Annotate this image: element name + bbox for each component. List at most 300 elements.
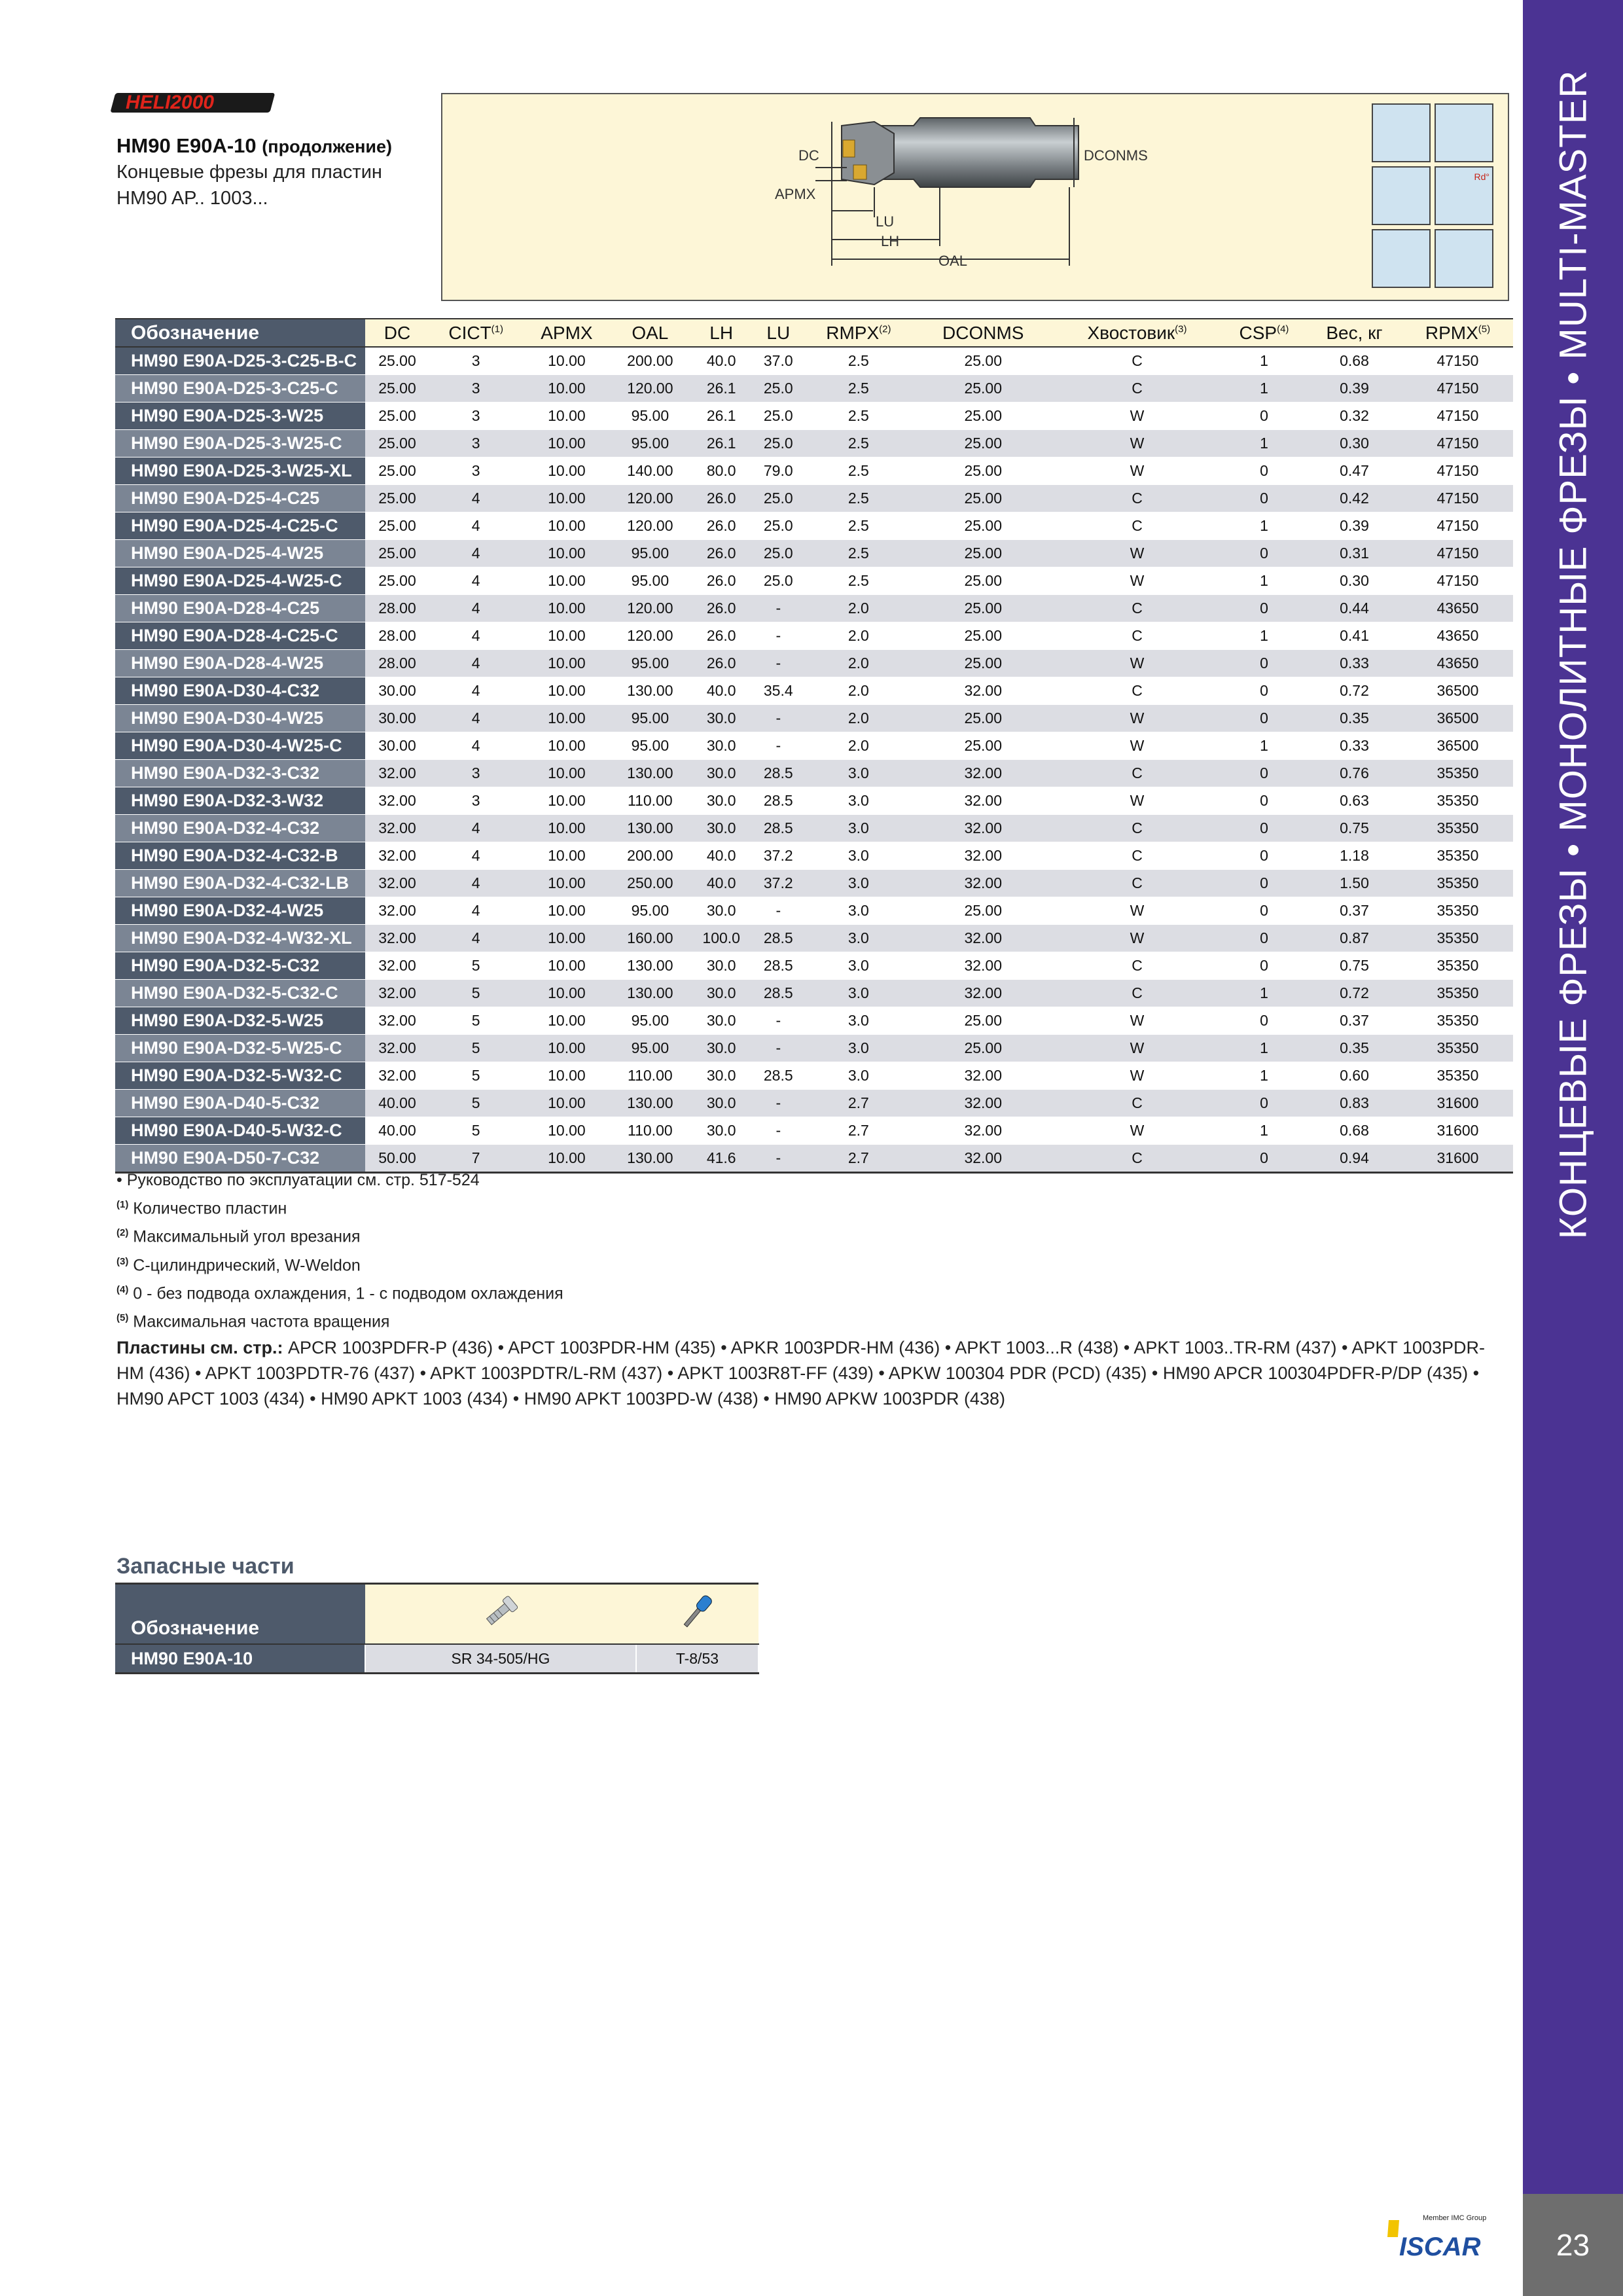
table-cell: 30.0 xyxy=(689,1035,753,1062)
table-cell: 10.00 xyxy=(522,870,611,897)
table-cell: 25.0 xyxy=(753,512,803,540)
table-cell: 10.00 xyxy=(522,650,611,677)
table-cell: 3.0 xyxy=(803,815,914,842)
table-cell: 95.00 xyxy=(611,732,689,760)
insert-shape xyxy=(843,140,855,157)
table-row xyxy=(115,403,1513,430)
table-cell: 10.00 xyxy=(522,677,611,705)
subtitle-line2: HM90 AP.. 1003... xyxy=(116,188,268,209)
footnote: $^{(4)}$ 0 - без подвода охлаждения, 1 - с подводом охлаждения xyxy=(116,1283,563,1303)
table-cell: 95.00 xyxy=(611,897,689,925)
table-cell: 25.00 xyxy=(365,540,429,567)
table-cell: 30.0 xyxy=(689,705,753,732)
label-apmx: APMX xyxy=(775,186,816,202)
table-cell: 0.60 xyxy=(1306,1062,1402,1090)
table-cell: 32.00 xyxy=(914,980,1052,1007)
heli2000-logo xyxy=(116,89,276,115)
tool-drawing xyxy=(441,93,1509,301)
row-designation: HM90 E90A-D32-4-C32-B xyxy=(115,842,365,870)
table-cell: 36500 xyxy=(1402,705,1513,732)
table-cell: C xyxy=(1052,347,1222,375)
table-cell: 40.0 xyxy=(689,842,753,870)
sidebar-text: КОНЦЕВЫЕ ФРЕЗЫ • МОНОЛИТНЫЕ ФРЕЗЫ • MULTI-MASTER xyxy=(1552,69,1595,1240)
slot-milling-icon xyxy=(1435,103,1493,162)
table-cell: 10.00 xyxy=(522,1117,611,1145)
table-cell: 10.00 xyxy=(522,485,611,512)
table-cell: 1 xyxy=(1222,622,1306,650)
table-cell: 3.0 xyxy=(803,1007,914,1035)
table-cell: 25.00 xyxy=(914,485,1052,512)
table-cell: - xyxy=(753,595,803,622)
table-cell: 25.00 xyxy=(914,705,1052,732)
pocket-milling-icon xyxy=(1372,166,1431,225)
table-cell: 3.0 xyxy=(803,980,914,1007)
table-cell: 10.00 xyxy=(522,1062,611,1090)
inserts-list: APCR 1003PDFR-P (436) • APCT 1003PDR-HM (435) • APKR 1003PDR-HM (436) • APKT 1003...R (438) • APKT 1003..TR-RM (437) • APKT 1003PDR-HM (436) • APKT 1003PDTR-76 (437) • APKT 1003PDTR/L-RM (437) • APKT 1003R8T-FF (439) • APKW 100304 PDR (PCD) (435) • HM90 APCR 100304PDFR-P/DP (435) • HM90 APCT 1003 (434) • HM90 APKT 1003 (434) • HM90 APKT 1003PD-W (438) • HM90 APKW 1003PDR (438) xyxy=(116,1338,1486,1408)
table-cell: - xyxy=(753,650,803,677)
table-cell: 2.5 xyxy=(803,567,914,595)
table-cell: - xyxy=(753,1007,803,1035)
table-cell: 30.0 xyxy=(689,787,753,815)
operation-icons xyxy=(1372,103,1499,289)
table-cell: C xyxy=(1052,485,1222,512)
table-cell: 28.5 xyxy=(753,787,803,815)
table-cell: 30.0 xyxy=(689,1090,753,1117)
table-cell: C xyxy=(1052,760,1222,787)
table-cell: 37.2 xyxy=(753,870,803,897)
table-cell: 130.00 xyxy=(611,760,689,787)
table-cell: W xyxy=(1052,787,1222,815)
label-dc: DC xyxy=(798,147,819,164)
table-row xyxy=(115,1090,1513,1117)
table-cell: 7 xyxy=(429,1145,522,1173)
table-cell: 47150 xyxy=(1402,457,1513,485)
table-cell: W xyxy=(1052,1035,1222,1062)
row-designation: HM90 E90A-D32-5-W25 xyxy=(115,1007,365,1035)
helical-interpolation-icon xyxy=(1372,229,1431,288)
table-cell: 130.00 xyxy=(611,815,689,842)
table-cell: 25.00 xyxy=(914,1035,1052,1062)
table-cell: 130.00 xyxy=(611,677,689,705)
table-cell: 0.44 xyxy=(1306,595,1402,622)
table-cell: 0.68 xyxy=(1306,347,1402,375)
table-cell: 25.0 xyxy=(753,430,803,457)
table-cell: 47150 xyxy=(1402,430,1513,457)
table-cell: 32.00 xyxy=(365,1035,429,1062)
table-cell: 0.83 xyxy=(1306,1090,1402,1117)
table-cell: 0 xyxy=(1222,1007,1306,1035)
table-cell: 32.00 xyxy=(365,897,429,925)
table-cell: 2.0 xyxy=(803,677,914,705)
table-cell: 32.00 xyxy=(365,870,429,897)
table-row xyxy=(115,870,1513,897)
table-cell: 4 xyxy=(429,815,522,842)
table-cell: - xyxy=(753,1035,803,1062)
table-cell: 0.39 xyxy=(1306,512,1402,540)
table-cell: 31600 xyxy=(1402,1117,1513,1145)
table-cell: 0 xyxy=(1222,1145,1306,1173)
row-designation: HM90 E90A-D40-5-C32 xyxy=(115,1090,365,1117)
table-cell: 28.00 xyxy=(365,595,429,622)
iscar-text: ISCAR xyxy=(1399,2233,1481,2261)
table-cell: 25.0 xyxy=(753,375,803,403)
table-cell: 26.0 xyxy=(689,540,753,567)
table-cell: 10.00 xyxy=(522,925,611,952)
table-cell: - xyxy=(753,1090,803,1117)
table-cell: 25.00 xyxy=(914,650,1052,677)
table-cell: 130.00 xyxy=(611,1145,689,1173)
table-cell: 35350 xyxy=(1402,1007,1513,1035)
col-header-4: OAL xyxy=(611,319,689,347)
row-designation: HM90 E90A-D25-3-C25-B-C xyxy=(115,347,365,375)
table-cell: 30.00 xyxy=(365,677,429,705)
row-designation: HM90 E90A-D30-4-C32 xyxy=(115,677,365,705)
table-cell: 25.00 xyxy=(914,430,1052,457)
table-cell: 0.37 xyxy=(1306,1007,1402,1035)
table-cell: - xyxy=(753,622,803,650)
member-text: Member IMC Group xyxy=(1423,2214,1487,2222)
table-cell: W xyxy=(1052,705,1222,732)
table-cell: 0 xyxy=(1222,540,1306,567)
table-cell: 0.72 xyxy=(1306,677,1402,705)
table-cell: 4 xyxy=(429,705,522,732)
table-cell: 43650 xyxy=(1402,622,1513,650)
table-cell: 200.00 xyxy=(611,347,689,375)
table-cell: 47150 xyxy=(1402,403,1513,430)
col-header-6: LU xyxy=(753,319,803,347)
table-cell: 10.00 xyxy=(522,430,611,457)
table-cell: 2.0 xyxy=(803,595,914,622)
table-cell: C xyxy=(1052,677,1222,705)
row-designation: HM90 E90A-D32-5-W25-C xyxy=(115,1035,365,1062)
table-cell: 3 xyxy=(429,760,522,787)
table-row xyxy=(115,1007,1513,1035)
table-cell: 2.7 xyxy=(803,1145,914,1173)
table-cell: 5 xyxy=(429,980,522,1007)
row-designation: HM90 E90A-D32-4-W25 xyxy=(115,897,365,925)
label-lh: LH xyxy=(881,233,900,249)
table-cell: 0 xyxy=(1222,457,1306,485)
table-cell: 2.0 xyxy=(803,705,914,732)
footnote: $^{(1)}$ Количество пластин xyxy=(116,1199,287,1218)
table-cell: - xyxy=(753,732,803,760)
table-cell: 5 xyxy=(429,1117,522,1145)
col-header-11: Вес, кг xyxy=(1306,319,1402,347)
table-cell: 40.0 xyxy=(689,870,753,897)
col-header-2: CICT$^{(1)}$ xyxy=(429,319,522,347)
col-header-0: Обозначение xyxy=(115,319,365,347)
table-cell: W xyxy=(1052,897,1222,925)
table-cell: 26.0 xyxy=(689,567,753,595)
table-cell: 25.00 xyxy=(365,375,429,403)
table-cell: 28.00 xyxy=(365,622,429,650)
table-cell: 0 xyxy=(1222,842,1306,870)
col-header-12: RPMX$^{(5)}$ xyxy=(1402,319,1513,347)
table-cell: 25.00 xyxy=(365,512,429,540)
table-cell: 0.41 xyxy=(1306,622,1402,650)
table-cell: 25.00 xyxy=(914,457,1052,485)
table-cell: C xyxy=(1052,1090,1222,1117)
table-cell: 4 xyxy=(429,732,522,760)
table-cell: 40.00 xyxy=(365,1090,429,1117)
table-cell: 3.0 xyxy=(803,952,914,980)
table-cell: 10.00 xyxy=(522,512,611,540)
table-cell: 10.00 xyxy=(522,1145,611,1173)
table-cell: 95.00 xyxy=(611,705,689,732)
table-cell: 0.39 xyxy=(1306,375,1402,403)
table-cell: 2.7 xyxy=(803,1117,914,1145)
table-cell: 2.5 xyxy=(803,403,914,430)
table-cell: 30.00 xyxy=(365,705,429,732)
table-row xyxy=(115,815,1513,842)
table-cell: 25.0 xyxy=(753,540,803,567)
table-cell: W xyxy=(1052,1062,1222,1090)
table-cell: W xyxy=(1052,430,1222,457)
inserts-reference xyxy=(116,1335,1491,1412)
iscar-logo xyxy=(1386,2211,1487,2263)
footnote: • Руководство по эксплуатации см. стр. 517-524 xyxy=(116,1171,480,1189)
table-cell: 0 xyxy=(1222,952,1306,980)
table-cell: 25.00 xyxy=(365,567,429,595)
table-cell: C xyxy=(1052,980,1222,1007)
table-cell: 3.0 xyxy=(803,842,914,870)
table-cell: 35350 xyxy=(1402,952,1513,980)
row-designation: HM90 E90A-D32-4-C32-LB xyxy=(115,870,365,897)
table-cell: 28.5 xyxy=(753,925,803,952)
table-cell: 26.0 xyxy=(689,485,753,512)
table-cell: 1.18 xyxy=(1306,842,1402,870)
row-designation: HM90 E90A-D40-5-W32-C xyxy=(115,1117,365,1145)
table-cell: 2.5 xyxy=(803,512,914,540)
table-cell: 10.00 xyxy=(522,980,611,1007)
col-header-10: CSP$^{(4)}$ xyxy=(1222,319,1306,347)
table-cell: 4 xyxy=(429,595,522,622)
table-cell: 32.00 xyxy=(914,1145,1052,1173)
table-cell: 1 xyxy=(1222,1035,1306,1062)
table-cell: 25.00 xyxy=(914,403,1052,430)
table-cell: 2.5 xyxy=(803,457,914,485)
table-row xyxy=(115,1035,1513,1062)
table-cell: 10.00 xyxy=(522,842,611,870)
col-header-1: DC xyxy=(365,319,429,347)
table-cell: 3 xyxy=(429,375,522,403)
table-cell: 120.00 xyxy=(611,622,689,650)
table-cell: 4 xyxy=(429,677,522,705)
table-cell: 35350 xyxy=(1402,1035,1513,1062)
table-cell: 0 xyxy=(1222,595,1306,622)
table-header-row xyxy=(115,319,1513,347)
table-cell: 41.6 xyxy=(689,1145,753,1173)
table-cell: 32.00 xyxy=(914,815,1052,842)
table-cell: 3 xyxy=(429,403,522,430)
table-cell: 95.00 xyxy=(611,430,689,457)
row-designation: HM90 E90A-D25-4-C25 xyxy=(115,485,365,512)
row-designation: HM90 E90A-D32-3-C32 xyxy=(115,760,365,787)
table-cell: 25.00 xyxy=(914,897,1052,925)
spare-parts-title: Запасные части xyxy=(116,1554,294,1579)
table-cell: 35350 xyxy=(1402,980,1513,1007)
table-cell: 2.7 xyxy=(803,1090,914,1117)
row-designation: HM90 E90A-D25-3-W25-XL xyxy=(115,457,365,485)
table-row xyxy=(115,980,1513,1007)
table-cell: 120.00 xyxy=(611,595,689,622)
label-dconms: DCONMS xyxy=(1084,147,1148,164)
table-cell: 1 xyxy=(1222,375,1306,403)
table-cell: 110.00 xyxy=(611,1062,689,1090)
table-cell: 10.00 xyxy=(522,732,611,760)
subtitle-line1: Концевые фрезы для пластин xyxy=(116,162,382,183)
label-oal: OAL xyxy=(938,253,968,269)
table-cell: 25.00 xyxy=(365,457,429,485)
row-designation: HM90 E90A-D25-4-W25-C xyxy=(115,567,365,595)
table-cell: 95.00 xyxy=(611,567,689,595)
table-cell: W xyxy=(1052,403,1222,430)
table-row xyxy=(115,1117,1513,1145)
table-cell: 25.00 xyxy=(365,430,429,457)
table-cell: 2.5 xyxy=(803,375,914,403)
table-cell: 25.00 xyxy=(914,732,1052,760)
table-cell: 37.0 xyxy=(753,347,803,375)
table-cell: 25.00 xyxy=(365,485,429,512)
table-cell: 3 xyxy=(429,787,522,815)
table-cell: 0 xyxy=(1222,677,1306,705)
table-cell: 35.4 xyxy=(753,677,803,705)
table-cell: 35350 xyxy=(1402,787,1513,815)
table-cell: 10.00 xyxy=(522,952,611,980)
table-cell: 0 xyxy=(1222,705,1306,732)
table-cell: 4 xyxy=(429,622,522,650)
spare-key-code: T-8/53 xyxy=(636,1644,758,1674)
table-cell: 26.0 xyxy=(689,595,753,622)
table-cell: C xyxy=(1052,1145,1222,1173)
table-cell: 0.75 xyxy=(1306,815,1402,842)
row-designation: HM90 E90A-D28-4-C25-C xyxy=(115,622,365,650)
col-header-7: RMPX$^{(2)}$ xyxy=(803,319,914,347)
table-cell: 35350 xyxy=(1402,925,1513,952)
table-cell: 50.00 xyxy=(365,1145,429,1173)
table-cell: 0 xyxy=(1222,815,1306,842)
table-cell: 28.00 xyxy=(365,650,429,677)
table-cell: 0 xyxy=(1222,403,1306,430)
table-cell: 47150 xyxy=(1402,375,1513,403)
table-cell: 1 xyxy=(1222,1062,1306,1090)
table-cell: 5 xyxy=(429,1090,522,1117)
table-cell: 3.0 xyxy=(803,925,914,952)
table-cell: 0.37 xyxy=(1306,897,1402,925)
table-cell: 4 xyxy=(429,540,522,567)
table-cell: 3.0 xyxy=(803,870,914,897)
table-cell: 36500 xyxy=(1402,732,1513,760)
table-cell: 28.5 xyxy=(753,952,803,980)
table-row xyxy=(115,485,1513,512)
table-cell: 3 xyxy=(429,457,522,485)
table-cell: 10.00 xyxy=(522,897,611,925)
row-designation: HM90 E90A-D30-4-W25 xyxy=(115,705,365,732)
table-cell: 43650 xyxy=(1402,595,1513,622)
table-cell: 28.5 xyxy=(753,815,803,842)
table-cell: 35350 xyxy=(1402,870,1513,897)
table-cell: 95.00 xyxy=(611,403,689,430)
table-cell: 1 xyxy=(1222,512,1306,540)
table-cell: - xyxy=(753,1117,803,1145)
table-cell: 1 xyxy=(1222,732,1306,760)
table-cell: - xyxy=(753,897,803,925)
table-cell: 0.94 xyxy=(1306,1145,1402,1173)
table-cell: C xyxy=(1052,512,1222,540)
table-cell: 5 xyxy=(429,1007,522,1035)
table-row xyxy=(115,760,1513,787)
table-cell: 130.00 xyxy=(611,980,689,1007)
table-cell: 30.0 xyxy=(689,980,753,1007)
table-cell: 32.00 xyxy=(914,677,1052,705)
table-cell: 25.00 xyxy=(365,403,429,430)
table-cell: 0.30 xyxy=(1306,430,1402,457)
table-cell: 3 xyxy=(429,347,522,375)
table-cell: 1.50 xyxy=(1306,870,1402,897)
table-cell: 26.1 xyxy=(689,375,753,403)
endmill-diagram xyxy=(442,94,1508,300)
table-cell: 32.00 xyxy=(914,870,1052,897)
table-cell: 100.0 xyxy=(689,925,753,952)
table-row xyxy=(115,732,1513,760)
table-row xyxy=(115,457,1513,485)
table-cell: 0.30 xyxy=(1306,567,1402,595)
table-cell: - xyxy=(753,1145,803,1173)
table-cell: 3 xyxy=(429,430,522,457)
table-cell: 30.0 xyxy=(689,1062,753,1090)
table-row xyxy=(115,925,1513,952)
table-cell: W xyxy=(1052,732,1222,760)
table-cell: 10.00 xyxy=(522,347,611,375)
table-cell: 3.0 xyxy=(803,760,914,787)
table-cell: 3.0 xyxy=(803,1062,914,1090)
table-cell: 47150 xyxy=(1402,347,1513,375)
table-cell: 1 xyxy=(1222,567,1306,595)
ramping-icon xyxy=(1435,166,1493,225)
table-cell: 30.00 xyxy=(365,732,429,760)
table-cell: 32.00 xyxy=(365,980,429,1007)
table-cell: 26.0 xyxy=(689,622,753,650)
table-cell: 0 xyxy=(1222,787,1306,815)
row-designation: HM90 E90A-D32-3-W32 xyxy=(115,787,365,815)
row-designation: HM90 E90A-D30-4-W25-C xyxy=(115,732,365,760)
table-cell: 95.00 xyxy=(611,540,689,567)
shoulder-milling-icon xyxy=(1372,103,1431,162)
row-designation: HM90 E90A-D28-4-C25 xyxy=(115,595,365,622)
table-row xyxy=(115,677,1513,705)
table-cell: W xyxy=(1052,650,1222,677)
table-cell: 4 xyxy=(429,567,522,595)
table-cell: 0.76 xyxy=(1306,760,1402,787)
row-designation: HM90 E90A-D25-3-W25-C xyxy=(115,430,365,457)
table-cell: 4 xyxy=(429,925,522,952)
table-cell: 250.00 xyxy=(611,870,689,897)
table-cell: 35350 xyxy=(1402,760,1513,787)
page-title xyxy=(116,134,392,158)
table-cell: 10.00 xyxy=(522,457,611,485)
table-row xyxy=(115,430,1513,457)
table-cell: 10.00 xyxy=(522,1007,611,1035)
col-header-5: LH xyxy=(689,319,753,347)
table-cell: 0 xyxy=(1222,485,1306,512)
table-cell: 32.00 xyxy=(365,1007,429,1035)
table-row xyxy=(115,787,1513,815)
page-number: 23 xyxy=(1523,2194,1623,2296)
table-cell: 32.00 xyxy=(365,925,429,952)
table-cell: 25.00 xyxy=(914,540,1052,567)
table-cell: 32.00 xyxy=(914,760,1052,787)
table-cell: 47150 xyxy=(1402,485,1513,512)
